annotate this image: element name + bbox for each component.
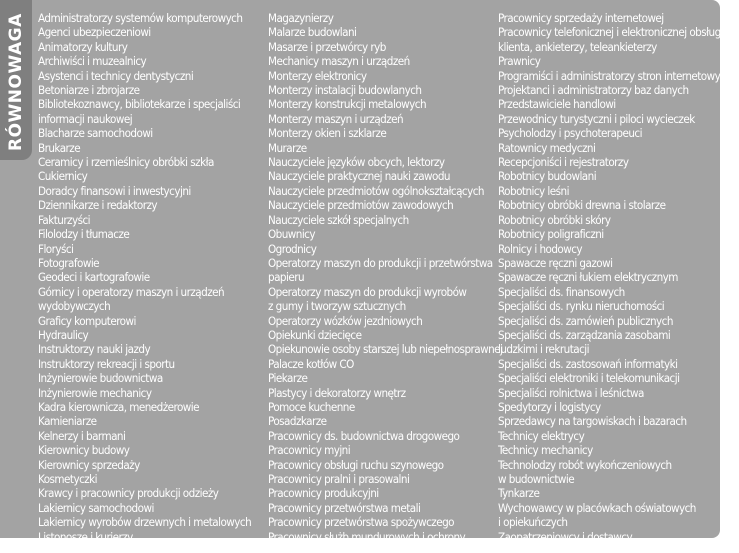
occupation-list-line: Archiwiści i muzealnicy xyxy=(38,54,147,69)
occupation-list-line: Opiekunki dziecięce xyxy=(268,327,362,342)
occupation-list-line: Instruktorzy rekreacji i sportu xyxy=(38,356,175,371)
occupation-list-line: Monterzy elektronicy xyxy=(268,68,367,83)
occupation-list-line: Malarze budowlani xyxy=(268,25,357,40)
occupation-list-line: Pracownicy myjni xyxy=(268,443,351,458)
occupation-list-line: Nauczyciele przedmiotów zawodowych xyxy=(268,198,454,213)
occupation-list-line: Pracownicy telefonicznej i elektronicznej obsługi xyxy=(498,25,723,40)
occupation-list-line: Kierownicy budowy xyxy=(38,443,130,458)
occupation-list-line: Piekarze xyxy=(268,371,308,386)
occupation-list-line: Nauczyciele praktycznej nauki zawodu xyxy=(268,169,450,184)
occupation-list-line: Kamieniarze xyxy=(38,414,97,429)
occupation-list-line: i opiekuńczych xyxy=(498,515,568,530)
occupation-list-line: Ceramicy i rzemieślnicy obróbki szkła xyxy=(38,155,214,170)
occupation-list-line: Technolodzy robót wykończeniowych xyxy=(498,457,672,472)
occupation-list-line: Pracownicy przetwórstwa spożywczego xyxy=(268,515,454,530)
occupation-list-line: Kierownicy sprzedaży xyxy=(38,457,140,472)
occupation-list-line: Tynkarze xyxy=(498,486,540,501)
occupation-list-line: Monterzy konstrukcji metalowych xyxy=(268,97,426,112)
occupation-list-line: Mechanicy maszyn i urządzeń xyxy=(268,54,410,69)
occupation-list-line: Agenci ubezpieczeniowi xyxy=(38,25,151,40)
occupation-list-line: Pracownicy obsługi ruchu szynowego xyxy=(268,457,444,472)
occupation-list-line: Fakturzyści xyxy=(38,212,91,227)
occupation-list-line: Pomoce kuchenne xyxy=(268,399,355,414)
occupation-list-line: Fotografowie xyxy=(38,255,100,270)
occupation-list-line: Magazynierzy xyxy=(268,11,334,25)
occupation-list-line: Technicy mechanicy xyxy=(498,443,593,458)
occupation-list-line: Specjaliści elektroniki i telekomunikacji xyxy=(498,371,680,386)
category-tab-label: RÓWNOWAGA xyxy=(6,13,26,151)
occupation-list-line: Specjaliści ds. zarządzania zasobami xyxy=(498,327,671,342)
occupation-list-line: Specjaliści rolnictwa i leśnictwa xyxy=(498,385,644,400)
occupation-list-line: Nauczyciele języków obcych, lektorzy xyxy=(268,155,445,170)
occupation-list-line: Hydraulicy xyxy=(38,327,89,342)
occupation-list-line: Masarze i przetwórcy ryb xyxy=(268,39,386,54)
occupation-list-line: Spedytorzy i logistycy xyxy=(498,399,601,414)
occupation-list-line: Kelnerzy i barmani xyxy=(38,428,126,443)
occupation-list-line: Dziennikarze i redaktorzy xyxy=(38,198,158,213)
occupation-list-line: Nauczyciele przedmiotów ogólnokształcących xyxy=(268,183,484,198)
occupation-list-line: wydobywczych xyxy=(38,299,111,314)
occupation-list-line: informacji naukowej xyxy=(38,111,133,126)
occupation-list-line: Instruktorzy nauki jazdy xyxy=(38,342,151,357)
occupation-list-line: Asystenci i technicy dentystyczni xyxy=(38,68,194,83)
occupation-list-line: Specjaliści ds. zastosowań informatyki xyxy=(498,356,678,371)
occupation-list-line: Floryści xyxy=(38,241,74,256)
occupation-list-line: Filolodzy i tłumacze xyxy=(38,227,130,242)
occupation-list-line: Zaopatrzeniowcy i dostawcy xyxy=(498,529,633,544)
occupation-list-line: Graficy komputerowi xyxy=(38,313,136,328)
occupation-list-line: Robotnicy poligraficzni xyxy=(498,227,604,242)
occupation-list-line: Robotnicy obróbki skóry xyxy=(498,212,611,227)
occupation-list-line: Animatorzy kultury xyxy=(38,39,128,54)
occupation-list-line: Pracownicy ds. budownictwa drogowego xyxy=(268,428,460,443)
occupation-list-line: ludzkimi i rekrutacji xyxy=(498,342,589,357)
occupation-list-line: Pracownicy produkcyjni xyxy=(268,486,379,501)
occupation-list-line: Murarze xyxy=(268,140,307,155)
occupation-list-line: Programiści i administratorzy stron internetowych xyxy=(498,68,732,83)
occupation-list-line: Betoniarze i zbrojarze xyxy=(38,83,140,98)
occupation-list-line: Przedstawiciele handlowi xyxy=(498,97,616,112)
occupation-list-line: Górnicy i operatorzy maszyn i urządzeń xyxy=(38,284,225,299)
occupation-list-line: Przewodnicy turystyczni i piloci wycieczek xyxy=(498,111,695,126)
occupation-list-line: Recepcjoniści i rejestratorzy xyxy=(498,155,629,170)
occupation-list-line: Nauczyciele szkół specjalnych xyxy=(268,212,409,227)
occupation-list-line: Operatorzy maszyn do produkcji wyrobów xyxy=(268,284,467,299)
occupation-list-line: klienta, ankieterzy, teleankieterzy xyxy=(498,39,657,54)
occupation-list-line: Robotnicy budowlani xyxy=(498,169,597,184)
occupation-list-line: Plastycy i dekoratorzy wnętrz xyxy=(268,385,406,400)
occupation-list-line: Psycholodzy i psychoterapeuci xyxy=(498,126,642,141)
occupation-list-line: Monterzy okien i szklarze xyxy=(268,126,387,141)
occupation-list-line: Geodeci i kartografowie xyxy=(38,270,150,285)
occupation-list-line: Ogrodnicy xyxy=(268,241,317,256)
occupation-list-line: Blacharze samochodowi xyxy=(38,126,153,141)
occupation-column-2 xyxy=(268,11,502,544)
occupation-list-line: Inżynierowie mechanicy xyxy=(38,385,152,400)
occupation-list-line: Palacze kotłów CO xyxy=(268,356,354,371)
occupation-list-line: Pracownicy pralni i prasowalni xyxy=(268,472,410,486)
occupation-list-line: Listonosze i kurierzy xyxy=(38,529,133,544)
occupation-list-line: Robotnicy leśni xyxy=(498,183,569,198)
occupation-list-line: w budownictwie xyxy=(498,472,575,486)
occupation-list-line: z gumy i tworzyw sztucznych xyxy=(268,299,406,314)
occupation-column-3 xyxy=(498,11,732,544)
occupation-list-line: Specjaliści ds. finansowych xyxy=(498,284,625,299)
occupation-list-line: Sprzedawcy na targowiskach i bazarach xyxy=(498,414,687,429)
occupation-list-line: Pracownicy sprzedaży internetowej xyxy=(498,11,664,25)
occupation-list-line: Wychowawcy w placówkach oświatowych xyxy=(498,500,696,515)
occupation-list-line: Opiekunowie osoby starszej lub niepełnosprawnej xyxy=(268,342,503,357)
occupation-list-line: Kosmetyczki xyxy=(38,472,98,486)
occupation-list-line: Pracownicy służb mundurowych i ochrony xyxy=(268,529,466,544)
occupation-list-line: papieru xyxy=(268,270,305,285)
occupation-list-line: Rolnicy i hodowcy xyxy=(498,241,583,256)
occupation-list-line: Operatorzy maszyn do produkcji i przetwórstwa xyxy=(268,255,493,270)
occupation-list-line: Doradcy finansowi i inwestycyjni xyxy=(38,183,191,198)
occupation-list-line: Lakiernicy samochodowi xyxy=(38,500,154,515)
occupation-list-line: Pracownicy przetwórstwa metali xyxy=(268,500,421,515)
occupation-list-line: Kadra kierownicza, menedżerowie xyxy=(38,399,200,414)
occupation-column-1 xyxy=(38,11,251,544)
occupation-list-line: Specjaliści ds. rynku nieruchomości xyxy=(498,299,665,314)
occupation-list-line: Cukiernicy xyxy=(38,169,88,184)
occupation-list-line: Administratorzy systemów komputerowych xyxy=(38,11,243,25)
occupation-list-line: Robotnicy obróbki drewna i stolarze xyxy=(498,198,666,213)
occupation-list-line: Lakiernicy wyrobów drzewnych i metalowych xyxy=(38,515,252,530)
occupation-list-line: Projektanci i administratorzy baz danych xyxy=(498,83,689,98)
occupation-list-line: Technicy elektrycy xyxy=(498,428,585,443)
occupation-list-line: Monterzy instalacji budowlanych xyxy=(268,83,422,98)
occupation-list-line: Ratownicy medyczni xyxy=(498,140,596,155)
occupation-list-line: Prawnicy xyxy=(498,54,541,69)
occupation-list-line: Bibliotekoznawcy, bibliotekarze i specjaliści xyxy=(38,97,241,112)
occupation-list-line: Krawcy i pracownicy produkcji odzieży xyxy=(38,486,219,501)
occupation-list-line: Inżynierowie budownictwa xyxy=(38,371,163,386)
occupation-list-line: Brukarze xyxy=(38,140,81,155)
category-tab xyxy=(0,0,32,160)
occupation-list-line: Posadzkarze xyxy=(268,414,327,429)
occupation-list-line: Specjaliści ds. zamówień publicznych xyxy=(498,313,673,328)
occupation-list-line: Spawacze ręczni gazowi xyxy=(498,255,613,270)
occupation-list-line: Operatorzy wózków jezdniowych xyxy=(268,313,423,328)
occupation-list-line: Spawacze ręczni łukiem elektrycznym xyxy=(498,270,678,285)
occupation-list-line: Monterzy maszyn i urządzeń xyxy=(268,111,404,126)
occupation-list-line: Obuwnicy xyxy=(268,227,315,242)
